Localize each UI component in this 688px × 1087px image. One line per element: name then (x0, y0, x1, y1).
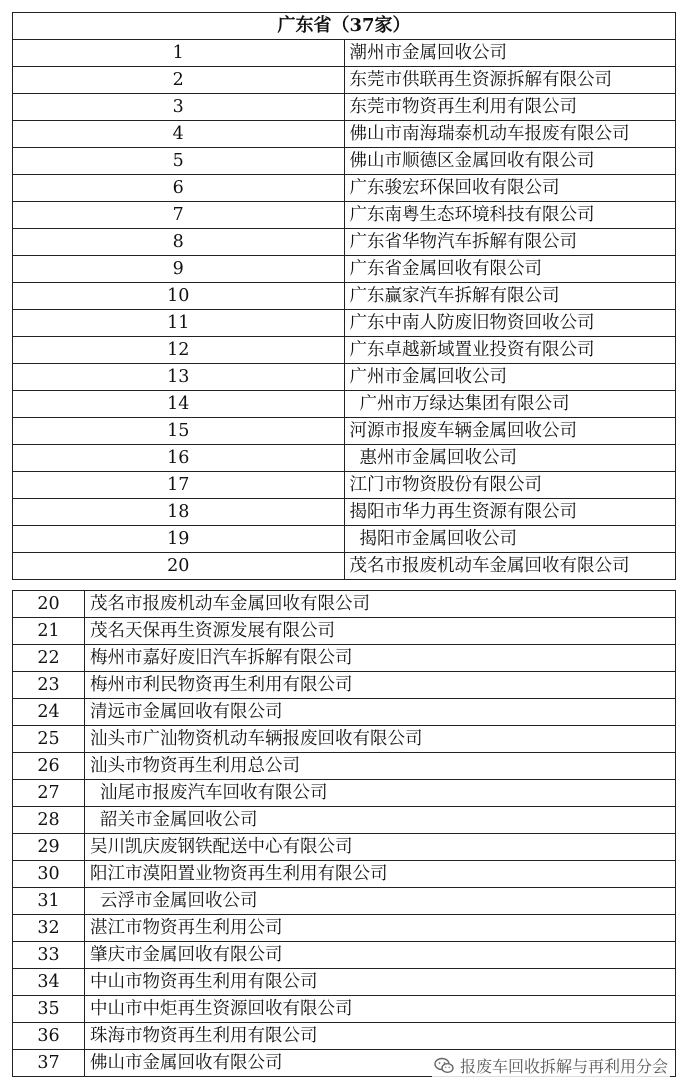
watermark (432, 1054, 670, 1077)
company-name: 潮州市金属回收公司 (344, 40, 676, 67)
row-number: 15 (13, 418, 345, 445)
table-row (13, 618, 676, 645)
company-name: 江门市物资股份有限公司 (344, 472, 676, 499)
company-name: 佛山市金属回收有限公司 (85, 1050, 676, 1077)
row-number: 20 (13, 553, 345, 580)
company-name: 阳江市漠阳置业物资再生利用有限公司 (85, 861, 676, 888)
table-row (13, 256, 676, 283)
company-name: 梅州市嘉好废旧汽车拆解有限公司 (85, 645, 676, 672)
company-name: 湛江市物资再生利用公司 (85, 915, 676, 942)
row-number: 10 (13, 283, 345, 310)
table-row (13, 553, 676, 580)
table-row (13, 175, 676, 202)
row-number: 6 (13, 175, 345, 202)
company-name: 吴川凯庆废钢铁配送中心有限公司 (85, 834, 676, 861)
row-number: 26 (13, 753, 85, 780)
table-row (13, 699, 676, 726)
row-number: 27 (13, 780, 85, 807)
company-name: 茂名天保再生资源发展有限公司 (85, 618, 676, 645)
company-name: 广东卓越新域置业投资有限公司 (344, 337, 676, 364)
company-name: 东莞市供联再生资源拆解有限公司 (344, 67, 676, 94)
company-table-part-1 (12, 12, 676, 580)
table-row (13, 780, 676, 807)
table-title: 广东省（37家） (13, 13, 676, 40)
table-row (13, 337, 676, 364)
row-number: 13 (13, 364, 345, 391)
company-name: 梅州市利民物资再生利用有限公司 (85, 672, 676, 699)
table-row (13, 526, 676, 553)
row-number: 37 (13, 1050, 85, 1077)
row-number: 1 (13, 40, 345, 67)
table-row (13, 283, 676, 310)
row-number: 30 (13, 861, 85, 888)
table-row (13, 229, 676, 256)
row-number: 19 (13, 526, 345, 553)
table-row (13, 591, 676, 618)
company-name: 云浮市金属回收公司 (85, 888, 676, 915)
row-number: 34 (13, 969, 85, 996)
table-row (13, 807, 676, 834)
table-row (13, 645, 676, 672)
row-number: 29 (13, 834, 85, 861)
table-row (13, 942, 676, 969)
table-row (13, 202, 676, 229)
row-number: 8 (13, 229, 345, 256)
table-row (13, 969, 676, 996)
row-number: 33 (13, 942, 85, 969)
company-name: 清远市金属回收有限公司 (85, 699, 676, 726)
table-row (13, 861, 676, 888)
table-row (13, 364, 676, 391)
row-number: 24 (13, 699, 85, 726)
company-name: 揭阳市华力再生资源有限公司 (344, 499, 676, 526)
table-row (13, 121, 676, 148)
company-name: 汕头市广汕物资机动车辆报废回收有限公司 (85, 726, 676, 753)
company-name: 东莞市物资再生利用有限公司 (344, 94, 676, 121)
table-row (13, 94, 676, 121)
table-row (13, 1023, 676, 1050)
row-number: 2 (13, 67, 345, 94)
company-name: 广东骏宏环保回收有限公司 (344, 175, 676, 202)
table-row (13, 915, 676, 942)
row-number: 23 (13, 672, 85, 699)
company-name: 汕尾市报废汽车回收有限公司 (85, 780, 676, 807)
table-row (13, 499, 676, 526)
row-number: 16 (13, 445, 345, 472)
company-name: 广东赢家汽车拆解有限公司 (344, 283, 676, 310)
company-name: 广东南粤生态环境科技有限公司 (344, 202, 676, 229)
row-number: 28 (13, 807, 85, 834)
table-row (13, 672, 676, 699)
table-row (13, 40, 676, 67)
row-number: 36 (13, 1023, 85, 1050)
company-name: 广东中南人防废旧物资回收公司 (344, 310, 676, 337)
company-table-part-2 (12, 590, 676, 1077)
company-name: 河源市报废车辆金属回收公司 (344, 418, 676, 445)
company-name: 广州市金属回收公司 (344, 364, 676, 391)
table-row (13, 996, 676, 1023)
row-number: 4 (13, 121, 345, 148)
row-number: 14 (13, 391, 345, 418)
row-number: 9 (13, 256, 345, 283)
table-row (13, 888, 676, 915)
wechat-icon (434, 1057, 454, 1074)
table-row (13, 472, 676, 499)
company-name: 汕头市物资再生利用总公司 (85, 753, 676, 780)
row-number: 7 (13, 202, 345, 229)
company-name: 韶关市金属回收公司 (85, 807, 676, 834)
company-name: 珠海市物资再生利用有限公司 (85, 1023, 676, 1050)
row-number: 32 (13, 915, 85, 942)
table-row (13, 834, 676, 861)
company-name: 惠州市金属回收公司 (344, 445, 676, 472)
company-name: 揭阳市金属回收公司 (344, 526, 676, 553)
company-name: 肇庆市金属回收有限公司 (85, 942, 676, 969)
row-number: 12 (13, 337, 345, 364)
row-number: 18 (13, 499, 345, 526)
row-number: 21 (13, 618, 85, 645)
company-name: 中山市中炬再生资源回收有限公司 (85, 996, 676, 1023)
watermark-text: 报废车回收拆解与再利用分会 (459, 1057, 668, 1076)
company-name: 广州市万绿达集团有限公司 (344, 391, 676, 418)
table-row (13, 310, 676, 337)
row-number: 17 (13, 472, 345, 499)
row-number: 35 (13, 996, 85, 1023)
company-name: 茂名市报废机动车金属回收有限公司 (344, 553, 676, 580)
row-number: 22 (13, 645, 85, 672)
row-number: 31 (13, 888, 85, 915)
table-row (13, 726, 676, 753)
company-name: 中山市物资再生利用有限公司 (85, 969, 676, 996)
table-row (13, 67, 676, 94)
company-name: 佛山市顺德区金属回收有限公司 (344, 148, 676, 175)
company-name: 茂名市报废机动车金属回收有限公司 (85, 591, 676, 618)
row-number: 20 (13, 591, 85, 618)
table-row (13, 445, 676, 472)
company-name: 广东省华物汽车拆解有限公司 (344, 229, 676, 256)
table-row (13, 391, 676, 418)
row-number: 3 (13, 94, 345, 121)
company-name: 广东省金属回收有限公司 (344, 256, 676, 283)
table-row (13, 148, 676, 175)
table-row (13, 753, 676, 780)
row-number: 25 (13, 726, 85, 753)
table-row (13, 418, 676, 445)
table-title-row (13, 13, 676, 40)
row-number: 11 (13, 310, 345, 337)
row-number: 5 (13, 148, 345, 175)
company-name: 佛山市南海瑞泰机动车报废有限公司 (344, 121, 676, 148)
